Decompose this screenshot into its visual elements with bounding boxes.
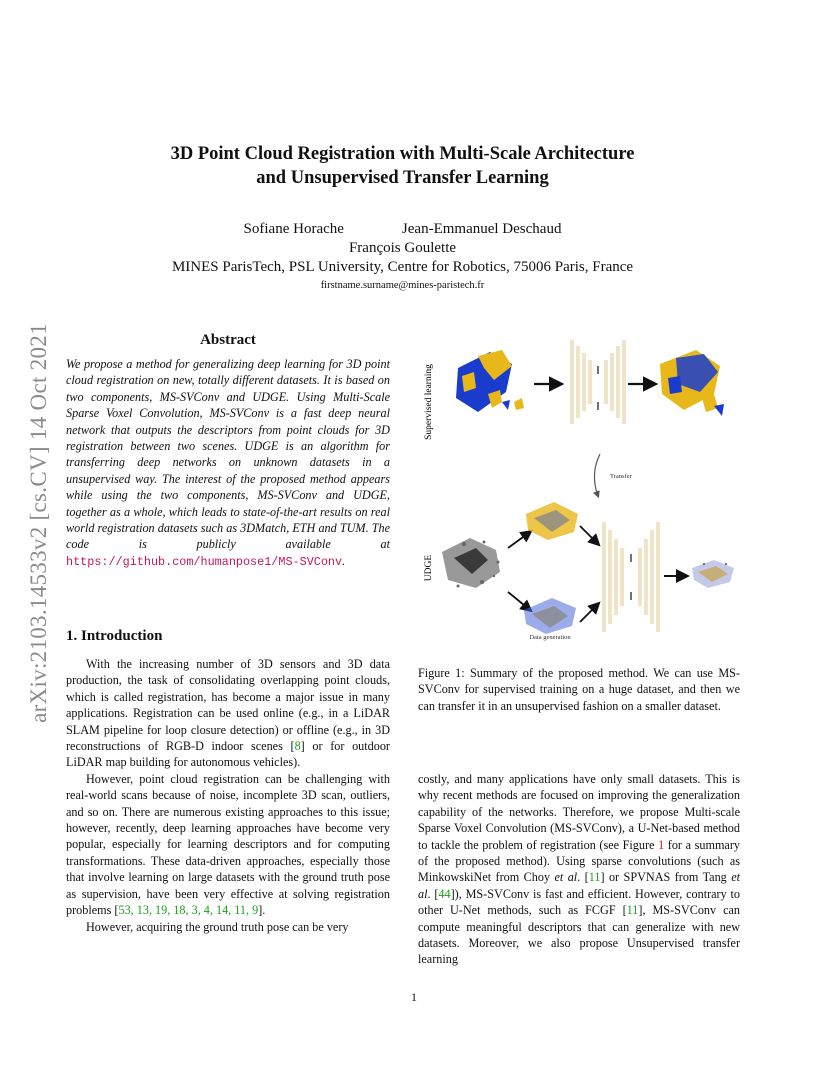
figure-1-caption: Figure 1: Summary of the proposed method. We can use MS-SVConv for supervised training on a huge dataset, and then we can transfer it in an unsupervised fashion on a smaller dataset. (418, 666, 740, 713)
udge-output-scene (692, 560, 734, 588)
generated-pair-top (526, 502, 578, 540)
label-supervised-learning: Supervised learning (424, 364, 434, 440)
arxiv-identifier-text: arXiv:2103.14533v2 [cs.CV] 14 Oct 2021 (26, 323, 51, 723)
intro-paragraph-3: However, acquiring the ground truth pose can be very (86, 919, 349, 934)
citation-link[interactable]: 11 (588, 870, 601, 885)
author-2: Jean-Emmanuel Deschaud (401, 221, 562, 237)
abstract-heading: Abstract (200, 332, 256, 348)
p4-text-d: ] or SPVNAS from Tang (600, 870, 732, 885)
label-udge: UDGE (424, 554, 434, 582)
citation-link[interactable]: 11 (626, 903, 639, 918)
transfer-arrow (594, 454, 600, 496)
registered-output-image (660, 350, 724, 416)
abstract-text: We propose a method for generalizing deep learning for 3D point cloud registration on new, totally different datasets. It is based on two components, MS-SVConv and UDGE. Using Multi-Scale Sparse Voxel Convolution, MS-SVConv is a fast deep neural network that outputs the descriptors from point clouds for 3D registration between two scenes. UDGE is an algorithm for transferring deep networks on unknown datasets in a unsupervised way. The interest of the proposed method appears while using the two components, MS-SVConv and UDGE, together as a whole, which leads to state-of-the-art results on real world registration datasets such as 3DMatch, ETH and TUM. The code is publicly available at (66, 357, 390, 552)
arrow-top-to-network (580, 526, 598, 544)
author-email: firstname.surname@mines-paristech.fr (320, 280, 485, 291)
network-diagram-udge (602, 522, 660, 632)
arrow-to-pair-bottom (508, 592, 530, 610)
source-scene-image (456, 350, 524, 412)
author-3: François Goulette (348, 240, 457, 256)
affiliation: MINES ParisTech, PSL University, Centre for Robotics, 75006 Paris, France (171, 259, 634, 275)
abstract-body (66, 356, 390, 570)
p4-text-g: ], MS-SVConv can compute meaningful descriptors that can generalize with new datasets. Moreover, we also propose Unsupervised transfer learning (418, 903, 740, 967)
section-heading-introduction: 1. Introduction (66, 628, 163, 644)
p4-text-b: for a summary of the proposed method). Using sparse convolutions (such as MinkowskiNet from Choy (418, 837, 740, 885)
arrow-to-pair-top (508, 532, 530, 548)
title-line-2: and Unsupervised Transfer Learning (256, 168, 549, 188)
udge-input-scene (442, 538, 500, 588)
code-url-link[interactable]: https://github.com/humanpose1/MS-SVConv (66, 554, 343, 569)
author-row (100, 220, 705, 239)
label-data-generation: Data generation (529, 634, 571, 641)
network-diagram-supervised (570, 340, 626, 424)
paper-title (100, 142, 705, 190)
citation-link[interactable]: 8 (294, 739, 301, 754)
arxiv-identifier (22, 286, 56, 760)
p4-etal-1: et al (554, 870, 578, 885)
p2-text-a: However, point cloud registration can be challenging with real-world scans because of noise, incomplete 3D scan, outliers, and so on. There are numerous existing approaches to this issue; however, recently, deep learning approaches have become very popular, especially for learning descriptors and for computing transformations. These data-driven approaches, especially those that involve learning on large datasets with the ground truth pose as supervision, have been very effective at solving registration problems [ (66, 771, 390, 918)
intro-paragraph-1 (66, 656, 390, 771)
generated-pair-bottom (524, 598, 576, 634)
abstract-end: . (342, 553, 346, 568)
page-number: 1 (411, 990, 417, 1004)
figure-1 (414, 336, 744, 646)
citation-link[interactable]: 44 (438, 886, 451, 901)
p4-text-a: costly, and many applications have only small datasets. This is why recent methods are focused on improving the generalization capability of the networks. Therefore, we propose Multi-scale Sparse Voxel Convolution (MS-SVConv), a U-Net-based method to tackle the problem of registration (see Figure (418, 772, 740, 852)
p4-etal-2: et al (418, 870, 740, 901)
p2-text-b: ]. (258, 903, 266, 918)
intro-paragraph-2 (66, 771, 390, 919)
label-transfer: Transfer (610, 473, 632, 480)
arrow-bottom-to-network (580, 604, 598, 622)
figure-ref-link[interactable]: 1 (658, 837, 665, 852)
citation-links[interactable]: 53, 13, 19, 18, 3, 4, 14, 11, 9 (118, 903, 259, 918)
p4-text-f: ]), MS-SVConv is fast and efficient. However, contrary to other U-Net methods, such as FCGF [ (418, 886, 740, 918)
p4-text-c: . [ (577, 870, 589, 885)
right-column-body (418, 771, 740, 968)
p1-text-b: ] or for outdoor LiDAR map building for autonomous vehicles). (66, 739, 390, 770)
intro-paragraph-4 (418, 771, 740, 968)
left-column-body (66, 656, 390, 935)
author-1: Sofiane Horache (243, 221, 344, 237)
p1-text-a: With the increasing number of 3D sensors and 3D data production, the task of consolidating overlapping point clouds, which is called registration, has become a major issue in many applications. Registration can be used online (e.g., in a LiDAR SLAM pipeline for loop closure detection) or offline (e.g., in 3D reconstructions of RGB-D indoor scenes [ (66, 657, 390, 754)
title-line-1: 3D Point Cloud Registration with Multi-Scale Architecture (170, 144, 635, 164)
p4-text-e: . [ (427, 886, 439, 901)
